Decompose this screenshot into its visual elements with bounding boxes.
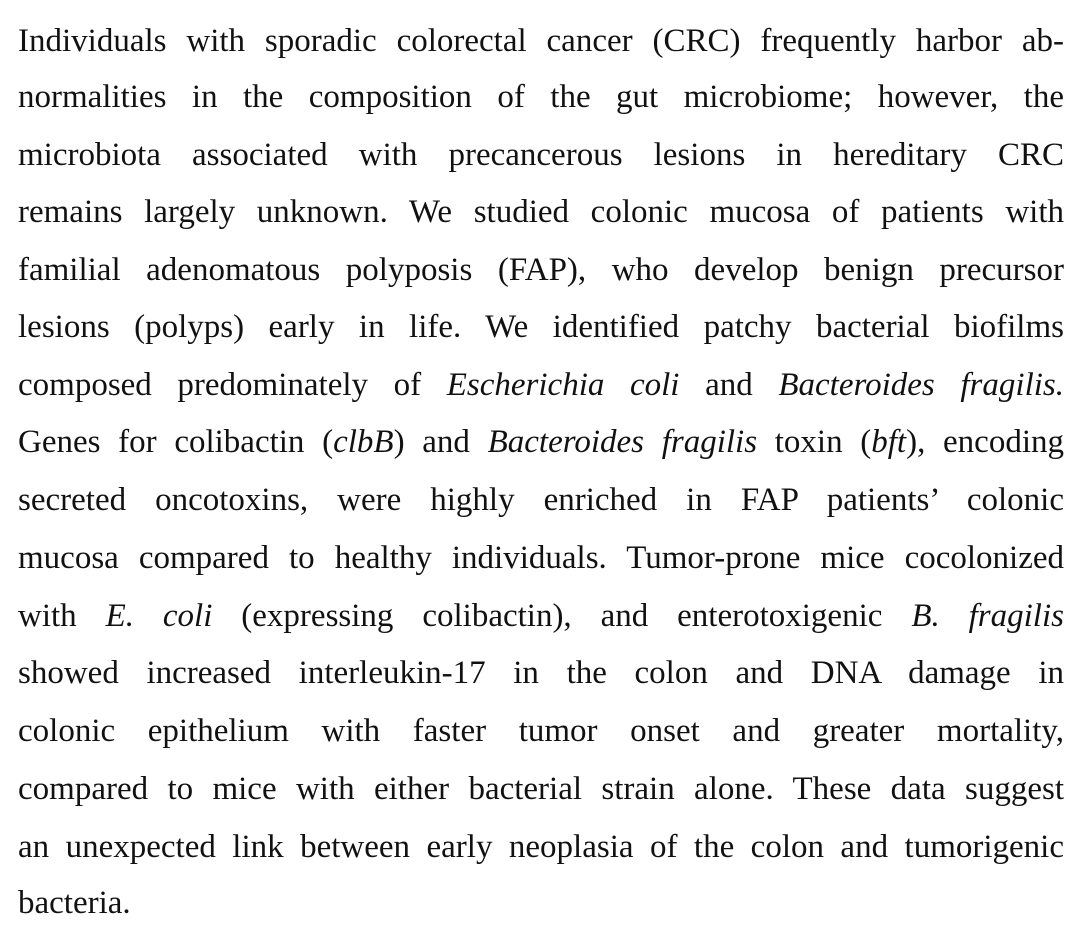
- abstract-line: [18, 298, 1064, 356]
- abstract-text: an unexpected link between early neoplasia of the colon and tumorigenic: [18, 829, 1064, 865]
- italic-term: E. coli: [105, 598, 213, 634]
- abstract-text: remains largely unknown. We studied colonic mucosa of patients with: [18, 194, 1064, 230]
- italic-term: clbB: [333, 424, 394, 460]
- italic-term: Bacteroides fragilis: [487, 424, 758, 460]
- abstract-line: [18, 702, 1064, 760]
- abstract-line: [18, 12, 1064, 70]
- abstract-text: familial adenomatous polyposis (FAP), who develop benign precursor: [18, 252, 1064, 288]
- abstract-text: normalities in the composition of the gut microbiome; however, the: [18, 79, 1064, 115]
- abstract-text: ) and: [393, 424, 488, 460]
- abstract-line: [18, 760, 1064, 818]
- abstract-line: [18, 126, 1064, 184]
- abstract-text: ), encoding: [906, 424, 1064, 460]
- abstract-line: [18, 183, 1064, 241]
- abstract-line: [18, 241, 1064, 299]
- abstract-text: toxin (: [757, 424, 872, 460]
- abstract-line: [18, 874, 1064, 932]
- italic-term: bft: [871, 424, 907, 460]
- abstract-text: with: [18, 598, 106, 634]
- abstract-line: [18, 818, 1064, 876]
- abstract-text: Individuals with sporadic colorectal cancer (CRC) frequently harbor ab-: [18, 23, 1064, 59]
- abstract-line: [18, 529, 1064, 587]
- abstract-line: [18, 413, 1064, 471]
- italic-term: Escherichia coli: [446, 367, 680, 403]
- abstract-text: and: [679, 367, 779, 403]
- abstract-line: [18, 68, 1064, 126]
- abstract-text: (expressing colibactin), and enterotoxigenic: [212, 598, 912, 634]
- abstract-text: lesions (polyps) early in life. We identified patchy bacterial biofilms: [18, 309, 1064, 345]
- abstract-line: [18, 644, 1064, 702]
- abstract-text: composed predominately of: [18, 367, 447, 403]
- abstract-line: [18, 471, 1064, 529]
- abstract-line: [18, 356, 1064, 414]
- abstract-text: colonic epithelium with faster tumor onset and greater mortality,: [18, 713, 1064, 749]
- abstract-text: microbiota associated with precancerous lesions in hereditary CRC: [18, 137, 1064, 173]
- abstract-text: bacteria.: [18, 885, 131, 921]
- abstract-text: compared to mice with either bacterial strain alone. These data suggest: [18, 771, 1064, 807]
- abstract-text: Genes for colibactin (: [18, 424, 334, 460]
- abstract-line: [18, 587, 1064, 645]
- italic-term: B. fragilis: [911, 598, 1064, 634]
- abstract-text: showed increased interleukin-17 in the colon and DNA damage in: [18, 655, 1064, 691]
- abstract-text: secreted oncotoxins, were highly enriched in FAP patients’ colonic: [18, 482, 1064, 518]
- abstract-text: mucosa compared to healthy individuals. Tumor-prone mice cocolonized: [18, 540, 1064, 576]
- italic-term: Bacteroides fragilis.: [778, 367, 1064, 403]
